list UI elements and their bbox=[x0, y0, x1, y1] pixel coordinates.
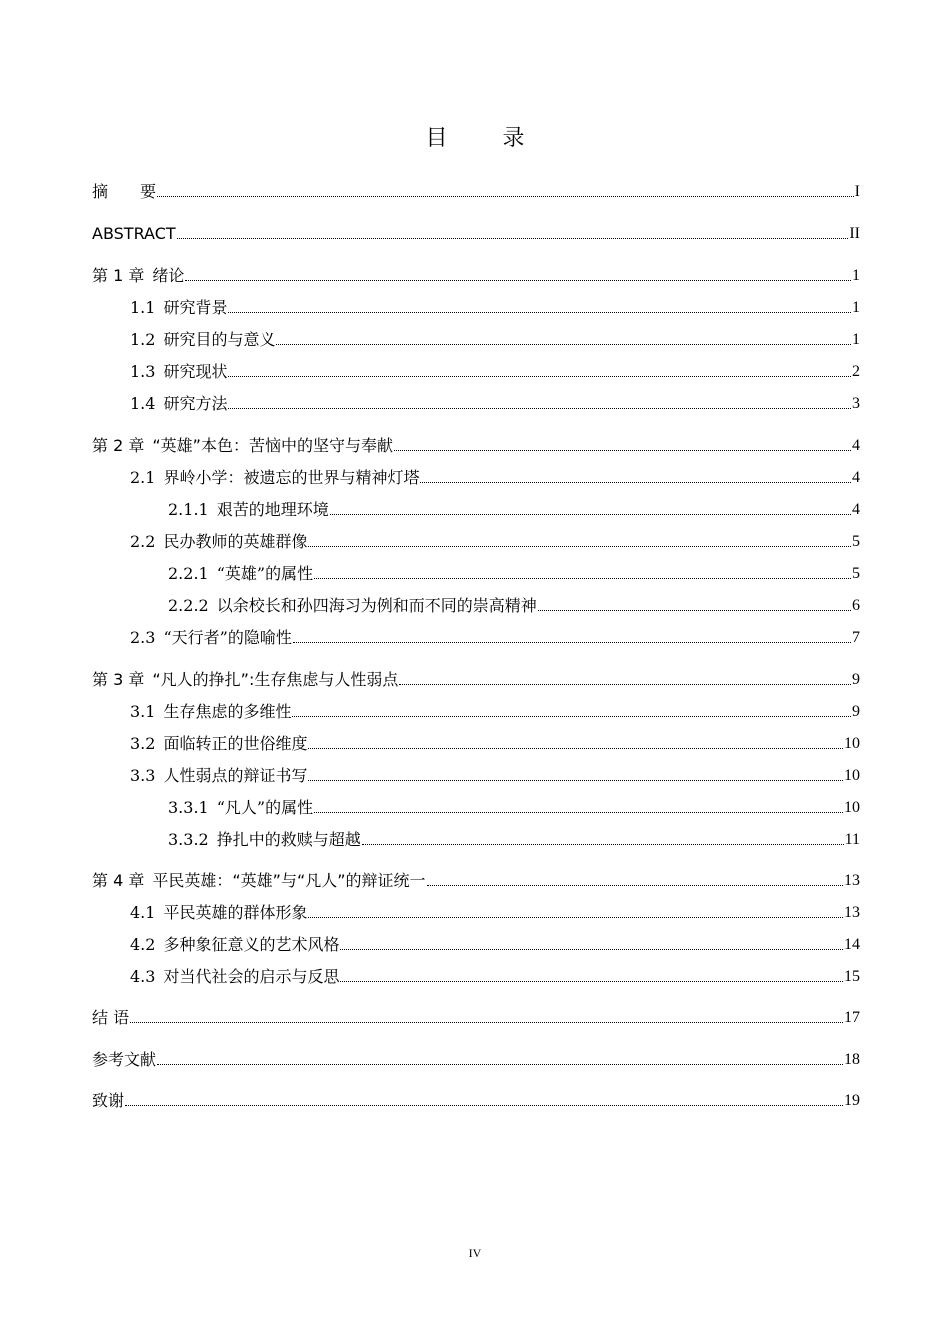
dot-leader bbox=[293, 642, 851, 643]
toc-entry-title: 摘 要 bbox=[92, 182, 157, 201]
toc-entry-page: 4 bbox=[852, 437, 860, 454]
toc-entry-page: 19 bbox=[844, 1092, 860, 1109]
toc-entry-title: 民办教师的英雄群像 bbox=[163, 532, 308, 551]
toc-entry-title: 平民英雄：“英雄”与“凡人”的辩证统一 bbox=[152, 871, 426, 890]
dot-leader bbox=[228, 376, 851, 377]
toc-entry-title: 研究背景 bbox=[163, 298, 228, 317]
toc-entry-title: 界岭小学：被遗忘的世界与精神灯塔 bbox=[163, 468, 420, 487]
toc-entry-number: 第 3 章 bbox=[92, 670, 145, 689]
dot-leader bbox=[157, 1064, 843, 1065]
dot-leader bbox=[420, 482, 851, 483]
toc-entry-section-2-3[interactable] bbox=[130, 624, 860, 648]
toc-entry-title: 多种象征意义的艺术风格 bbox=[163, 935, 340, 954]
toc-entry-number: 1.1 bbox=[130, 298, 156, 317]
toc-entry-section-4-1[interactable] bbox=[130, 899, 860, 923]
toc-entry-title: “天行者”的隐喻性 bbox=[163, 628, 292, 647]
dot-leader bbox=[177, 238, 849, 239]
toc-entry-abstract-cn[interactable] bbox=[92, 178, 860, 202]
toc-entry-number: 3.3.2 bbox=[168, 830, 209, 849]
toc-entry-title: 以余校长和孙四海习为例和而不同的崇高精神 bbox=[216, 596, 537, 615]
toc-entry-title: “凡人的挣扎”:生存焦虑与人性弱点 bbox=[152, 670, 399, 689]
toc-entry-title: 绪论 bbox=[152, 266, 185, 285]
dot-leader bbox=[394, 450, 851, 451]
toc-entry-section-2-1-1[interactable] bbox=[168, 496, 860, 520]
toc-entry-number: 1.2 bbox=[130, 330, 156, 349]
toc-entry-page: 13 bbox=[844, 904, 860, 921]
toc-entry-number: 1.4 bbox=[130, 394, 156, 413]
dot-leader bbox=[538, 610, 851, 611]
dot-leader bbox=[308, 546, 851, 547]
dot-leader bbox=[330, 514, 851, 515]
toc-entry-section-1-4[interactable] bbox=[130, 390, 860, 414]
toc-entry-number: 2.3 bbox=[130, 628, 156, 647]
toc-entry-title: 研究目的与意义 bbox=[163, 330, 276, 349]
toc-entry-page: I bbox=[854, 183, 860, 200]
toc-entry-page: 2 bbox=[852, 363, 860, 380]
toc-entry-abstract-en[interactable] bbox=[92, 220, 860, 244]
dot-leader bbox=[228, 408, 851, 409]
toc-entry-chapter-2[interactable] bbox=[92, 432, 860, 456]
toc-entry-number: 3.1 bbox=[130, 702, 156, 721]
toc-entry-number: 2.1 bbox=[130, 468, 156, 487]
toc-entry-section-4-3[interactable] bbox=[130, 963, 860, 987]
toc-entry-title: “凡人”的属性 bbox=[216, 798, 314, 817]
toc-entry-number: 2.1.1 bbox=[168, 500, 209, 519]
toc-entry-title: 致谢 bbox=[92, 1091, 125, 1110]
dot-leader bbox=[399, 684, 851, 685]
toc-entry-title: 人性弱点的辩证书写 bbox=[163, 766, 308, 785]
page-number: IV bbox=[468, 1246, 482, 1260]
toc-entry-section-2-2-2[interactable] bbox=[168, 592, 860, 616]
toc-entry-section-1-1[interactable] bbox=[130, 294, 860, 318]
toc-entry-page: 1 bbox=[852, 331, 860, 348]
toc-entry-page: II bbox=[849, 225, 860, 242]
toc-entry-title: 研究现状 bbox=[163, 362, 228, 381]
toc-entry-chapter-4[interactable] bbox=[92, 867, 860, 891]
toc-entry-page: 10 bbox=[844, 799, 860, 816]
toc-entry-title: ABSTRACT bbox=[92, 224, 176, 243]
toc-entry-number: 第 2 章 bbox=[92, 436, 145, 455]
toc-entry-page: 1 bbox=[852, 267, 860, 284]
toc-entry-page: 10 bbox=[844, 735, 860, 752]
toc-entry-title: 艰苦的地理环境 bbox=[216, 500, 329, 519]
toc-entry-page: 13 bbox=[844, 872, 860, 889]
toc-entry-section-2-2[interactable] bbox=[130, 528, 860, 552]
toc-entry-number: 4.3 bbox=[130, 967, 156, 986]
toc-entry-page: 17 bbox=[844, 1009, 860, 1026]
toc-entry-title: 参考文献 bbox=[92, 1050, 157, 1069]
dot-leader bbox=[314, 812, 843, 813]
toc-entry-conclusion[interactable] bbox=[92, 1004, 860, 1028]
toc-entry-page: 9 bbox=[852, 671, 860, 688]
dot-leader bbox=[308, 780, 843, 781]
toc-entry-title: 挣扎中的救赎与超越 bbox=[216, 830, 361, 849]
toc-entry-section-3-3-2[interactable] bbox=[168, 826, 860, 850]
toc-entry-number: 2.2.2 bbox=[168, 596, 209, 615]
dot-leader bbox=[314, 578, 851, 579]
toc-entry-number: 2.2.1 bbox=[168, 564, 209, 583]
toc-entry-section-2-2-1[interactable] bbox=[168, 560, 860, 584]
toc-entry-number: 第 4 章 bbox=[92, 871, 145, 890]
toc-entry-section-3-3[interactable] bbox=[130, 762, 860, 786]
dot-leader bbox=[340, 949, 843, 950]
toc-entry-page: 5 bbox=[852, 565, 860, 582]
toc-entry-number: 第 1 章 bbox=[92, 266, 145, 285]
page-title: 目 录 bbox=[425, 126, 549, 151]
dot-leader bbox=[308, 917, 843, 918]
toc-entry-number: 1.3 bbox=[130, 362, 156, 381]
toc-entry-title: 结 语 bbox=[92, 1008, 130, 1027]
toc-entry-number: 3.2 bbox=[130, 734, 156, 753]
toc-entry-references[interactable] bbox=[92, 1046, 860, 1070]
toc-entry-acknowledgements[interactable] bbox=[92, 1087, 860, 1111]
toc-entry-page: 5 bbox=[852, 533, 860, 550]
dot-leader bbox=[125, 1105, 843, 1106]
dot-leader bbox=[185, 280, 851, 281]
toc-entry-page: 4 bbox=[852, 469, 860, 486]
toc-entry-title: 对当代社会的启示与反思 bbox=[163, 967, 340, 986]
toc-entry-page: 11 bbox=[844, 831, 860, 848]
toc-entry-chapter-3[interactable] bbox=[92, 666, 860, 690]
toc-entry-title: 研究方法 bbox=[163, 394, 228, 413]
toc-entry-page: 7 bbox=[852, 629, 860, 646]
dot-leader bbox=[292, 716, 851, 717]
toc-entry-page: 15 bbox=[844, 968, 860, 985]
toc-entry-page: 4 bbox=[852, 501, 860, 518]
toc-entry-page: 10 bbox=[844, 767, 860, 784]
toc-entry-title: “英雄”本色：苦恼中的坚守与奉献 bbox=[152, 436, 393, 455]
toc-entry-page: 9 bbox=[852, 703, 860, 720]
toc-entry-title: “英雄”的属性 bbox=[216, 564, 314, 583]
toc-entry-section-4-2[interactable] bbox=[130, 931, 860, 955]
toc-entry-number: 3.3.1 bbox=[168, 798, 209, 817]
toc-entry-page: 18 bbox=[844, 1051, 860, 1068]
dot-leader bbox=[157, 196, 854, 197]
toc-entry-title: 生存焦虑的多维性 bbox=[163, 702, 292, 721]
toc-entry-section-3-2[interactable] bbox=[130, 730, 860, 754]
toc-entry-section-1-3[interactable] bbox=[130, 358, 860, 382]
toc-entry-section-1-2[interactable] bbox=[130, 326, 860, 350]
toc-entry-page: 6 bbox=[852, 597, 860, 614]
toc-entry-title: 平民英雄的群体形象 bbox=[163, 903, 308, 922]
dot-leader bbox=[130, 1022, 843, 1023]
toc-entry-page: 1 bbox=[852, 299, 860, 316]
toc-entry-section-3-3-1[interactable] bbox=[168, 794, 860, 818]
toc-entry-page: 3 bbox=[852, 395, 860, 412]
toc-entry-chapter-1[interactable] bbox=[92, 262, 860, 286]
toc-entry-number: 4.1 bbox=[130, 903, 156, 922]
dot-leader bbox=[340, 981, 843, 982]
toc-entry-title: 面临转正的世俗维度 bbox=[163, 734, 308, 753]
dot-leader bbox=[427, 885, 843, 886]
dot-leader bbox=[362, 844, 844, 845]
toc-entry-number: 4.2 bbox=[130, 935, 156, 954]
dot-leader bbox=[308, 748, 843, 749]
toc-entry-section-3-1[interactable] bbox=[130, 698, 860, 722]
toc-entry-number: 3.3 bbox=[130, 766, 156, 785]
dot-leader bbox=[276, 344, 851, 345]
toc-entry-section-2-1[interactable] bbox=[130, 464, 860, 488]
toc-entry-page: 14 bbox=[844, 936, 860, 953]
toc-entry-number: 2.2 bbox=[130, 532, 156, 551]
dot-leader bbox=[228, 312, 851, 313]
